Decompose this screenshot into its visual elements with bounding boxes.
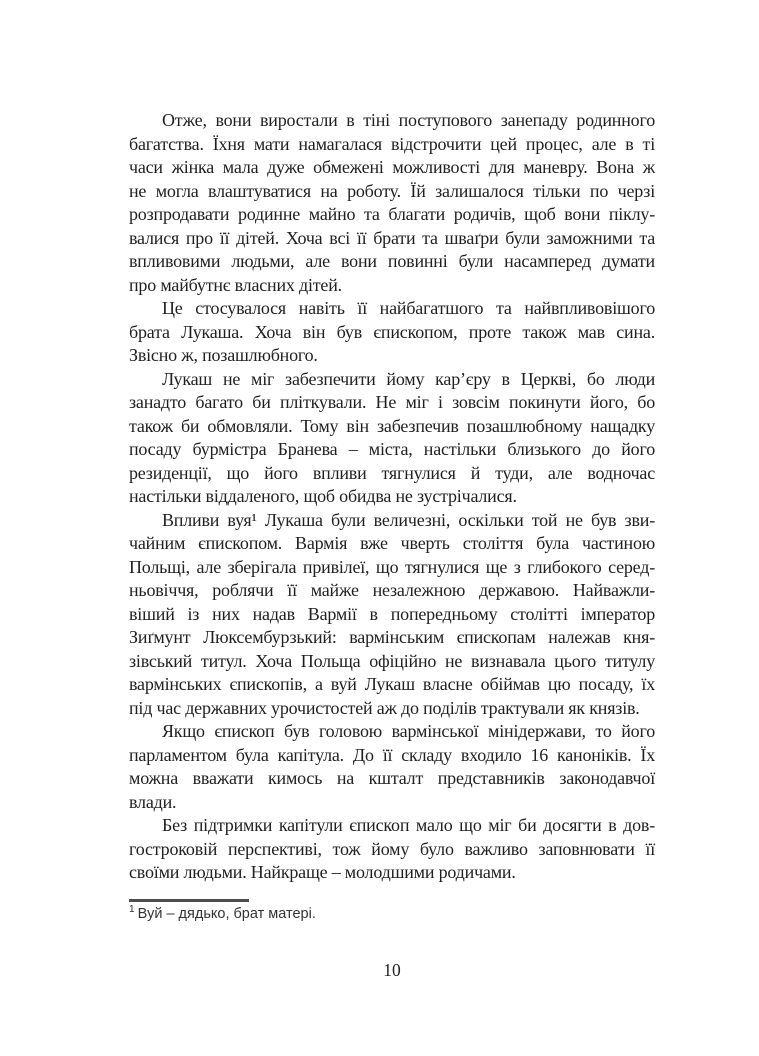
text-line: також би обмовляли. Тому він забезпечив позашлюбному нащадку [129, 415, 655, 436]
text-line: Якщо єпископ був головою вармінської мінідержави, то його [162, 721, 655, 741]
text-line: настільки віддаленого, щоб обидва не зустрічалися. [129, 486, 517, 506]
text-line: гостроковій перспективі, тож йому було важливо заповнювати її [129, 838, 655, 859]
text-line: Зиґмунт Люксембурзький: вармінським єпископам належав кня- [129, 627, 655, 647]
text-line: ньовіччя, роблячи її майже незалежною державою. Найважли- [129, 580, 655, 600]
paragraph [129, 720, 655, 814]
text-line: можна вважати кимось на кшталт представників законодавчої [129, 768, 655, 788]
text-line: часи жінка мала дуже обмежені можливості для маневру. Вона ж [129, 157, 655, 177]
text-line: Без підтримки капітули єпископ мало що міг би досягти в дов- [162, 815, 655, 835]
text-line: багатства. Їхня мати намагалася відстрочити цей процес, але в ті [129, 133, 655, 154]
paragraph [129, 509, 655, 721]
text-line: Отже, вони виростали в тіні поступового занепаду родинного [162, 110, 655, 130]
footnote-marker: 1 [129, 904, 135, 916]
text-line: валися про її дітей. Хоча всі її брати та шваґри були заможними та [129, 227, 655, 248]
body-paragraphs [129, 109, 655, 885]
text-line: брата Лукаша. Хоча він був єпископом, проте також мав сина. [129, 321, 655, 342]
paragraph [129, 109, 655, 297]
text-line: не могла влаштуватися на роботу. Їй залишалося тільки по черзі [129, 180, 655, 201]
text-line: Звісно ж, позашлюбного. [129, 345, 318, 365]
footnote-text: Вуй – дядько, брат матері. [137, 906, 316, 922]
text-line: зівський титул. Хоча Польща офіційно не визнавала цього титулу [129, 650, 655, 671]
text-line: резиденції, що його впливи тягнулися й туди, але водночас [129, 462, 655, 483]
text-line: вармінських єпископів, а вуй Лукаш власне обіймав цю посаду, їх [129, 674, 655, 694]
paragraph [129, 814, 655, 885]
text-line: чайним єпископом. Вармія вже чверть століття була частиною [129, 533, 655, 553]
text-line: Польщі, але зберігала привілеї, що тягнулися ще з глибокого серед- [129, 556, 655, 577]
text-line: Це стосувалося навіть її найбагатшого та найвпливовішого [162, 298, 655, 318]
text-line: занадто багато би пліткували. Не міг і зовсім покинути його, бо [129, 392, 655, 412]
text-line: розпродавати родинне майно та благати родичів, щоб вони піклу- [129, 204, 655, 224]
text-line: Впливи вуя¹ Лукаша були величезні, оскільки той не був зви- [162, 509, 655, 530]
paragraph [129, 368, 655, 509]
text-line: впливовими людьми, але вони повинні були насамперед думати [129, 251, 655, 271]
text-line: віший із них надав Вармії в попередньому столітті імператор [129, 603, 655, 624]
page-number: 10 [383, 960, 401, 980]
text-line: парламентом була капітула. До її складу входило 16 каноніків. Їх [129, 744, 655, 765]
footnote-rule [129, 899, 249, 902]
paragraph [129, 297, 655, 368]
text-line: про майбутнє власних дітей. [129, 274, 342, 295]
text-line: під час державних урочистостей аж до поділів трактували як князів. [129, 697, 640, 718]
text-block [129, 109, 655, 885]
text-line: своїми людьми. Найкраще – молодшими родичами. [129, 862, 516, 882]
text-line: Лукаш не міг забезпечити йому кар’єру в Церкві, бо люди [162, 368, 655, 389]
text-line: влади. [129, 791, 177, 812]
footnote [129, 905, 655, 924]
text-line: посаду бурмістра Бранева – міста, настільки близького до його [129, 439, 655, 459]
